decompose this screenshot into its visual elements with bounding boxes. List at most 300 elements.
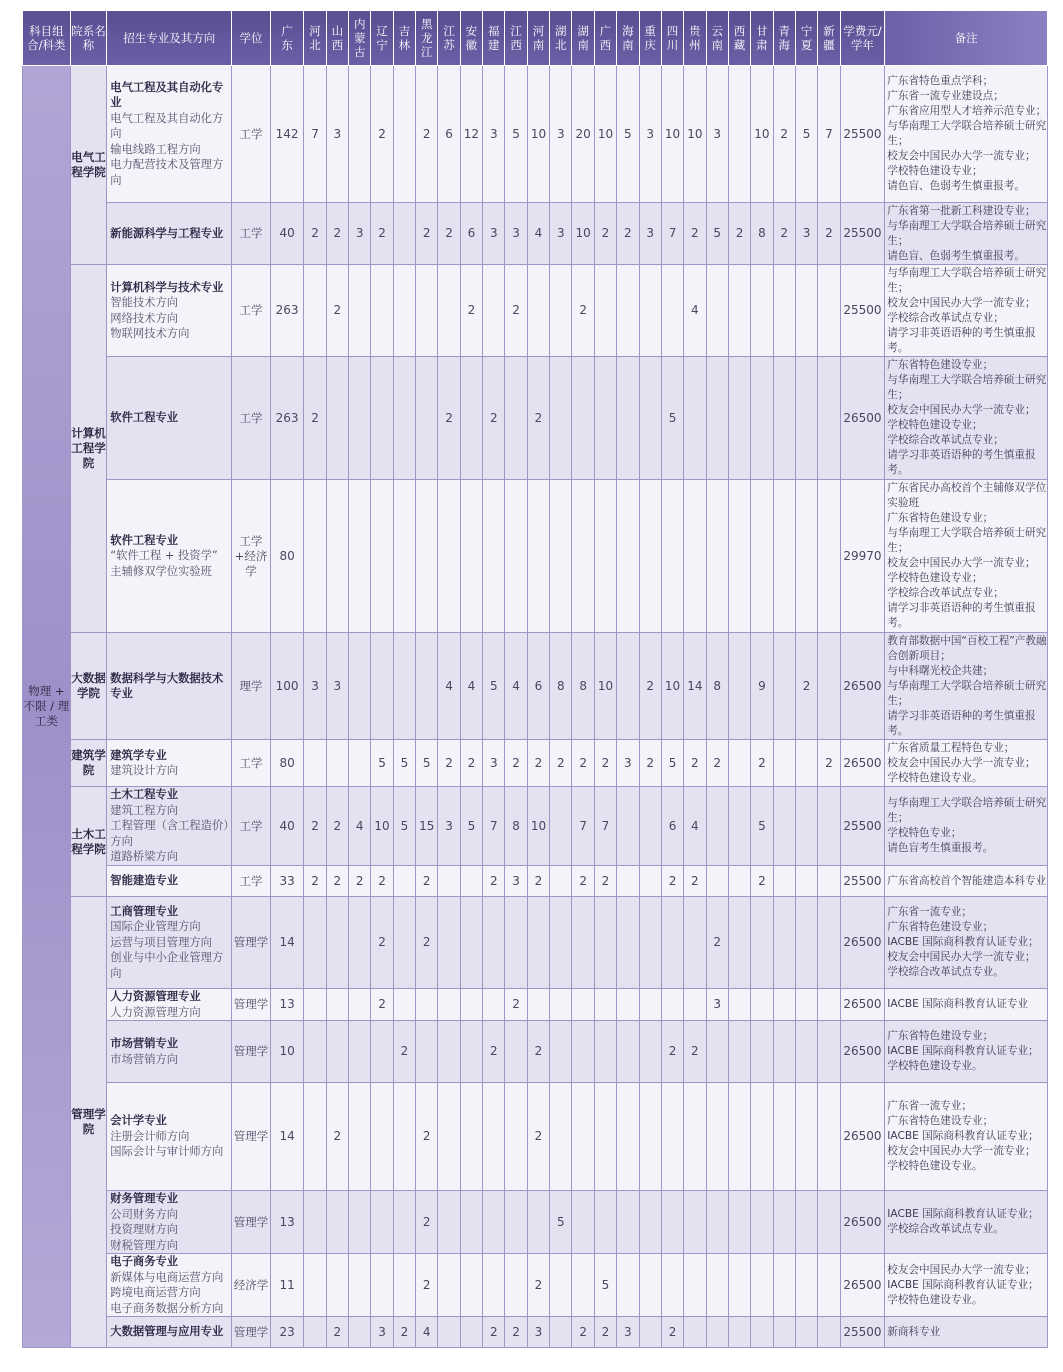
quota-cell <box>706 1317 728 1348</box>
quota-cell: 263 <box>270 265 304 357</box>
quota-cell: 40 <box>270 787 304 866</box>
fee-cell: 26500 <box>840 633 885 740</box>
fee-cell: 25500 <box>840 66 885 203</box>
quota-cell <box>728 740 750 787</box>
note-line: 与华南理工大学联合培养硕士研究生； <box>887 374 1047 401</box>
quota-cell: 2 <box>527 1254 549 1317</box>
quota-cell <box>416 265 438 357</box>
quota-cell: 2 <box>639 633 661 740</box>
quota-cell: 2 <box>661 1021 683 1083</box>
quota-cell <box>572 480 594 633</box>
header-province-label: 海南 <box>622 24 634 52</box>
quota-cell <box>706 1021 728 1083</box>
quota-cell <box>818 265 840 357</box>
quota-cell: 2 <box>684 866 706 897</box>
quota-cell <box>706 265 728 357</box>
quota-cell <box>594 1021 616 1083</box>
quota-cell: 4 <box>527 203 549 265</box>
quota-cell: 15 <box>416 787 438 866</box>
quota-cell <box>661 1254 683 1317</box>
quota-cell <box>706 866 728 897</box>
quota-cell: 3 <box>371 1317 393 1348</box>
note-cell <box>885 1083 1048 1191</box>
quota-cell: 2 <box>661 1317 683 1348</box>
quota-cell <box>550 866 572 897</box>
note-line: 广东省特色重点学科； <box>887 75 994 87</box>
quota-cell <box>728 1191 750 1254</box>
major-cell <box>107 866 232 897</box>
quota-cell: 80 <box>270 740 304 787</box>
quota-cell <box>706 1254 728 1317</box>
quota-cell <box>684 989 706 1021</box>
quota-cell <box>639 1254 661 1317</box>
table-row <box>23 265 1048 357</box>
quota-cell <box>818 1021 840 1083</box>
quota-cell <box>438 1254 460 1317</box>
header-province <box>795 11 817 66</box>
quota-cell: 2 <box>326 787 348 866</box>
note-cell <box>885 1254 1048 1317</box>
quota-cell: 2 <box>505 1317 527 1348</box>
major-name: 电气工程及其自动化专业 <box>110 80 224 110</box>
quota-cell <box>326 1254 348 1317</box>
quota-cell: 3 <box>505 866 527 897</box>
quota-cell: 14 <box>270 1083 304 1191</box>
quota-cell: 2 <box>773 203 795 265</box>
quota-cell <box>550 1254 572 1317</box>
header-province <box>684 11 706 66</box>
header-province-label: 安徽 <box>465 24 478 52</box>
major-name: 软件工程专业 <box>110 533 179 547</box>
degree-cell: 管理学 <box>232 1021 271 1083</box>
quota-cell: 2 <box>416 1254 438 1317</box>
quota-cell: 2 <box>326 1317 348 1348</box>
quota-cell <box>594 1191 616 1254</box>
quota-cell <box>326 1191 348 1254</box>
quota-cell: 4 <box>438 633 460 740</box>
quota-cell <box>438 265 460 357</box>
quota-cell <box>527 265 549 357</box>
major-cell <box>107 633 232 740</box>
quota-cell <box>460 1021 482 1083</box>
fee-cell: 26500 <box>840 740 885 787</box>
quota-cell: 3 <box>527 1317 549 1348</box>
header-province-label: 云南 <box>711 24 723 52</box>
note-line: 与华南理工大学联合培养硕士研究生； <box>887 266 1047 294</box>
header-degree <box>232 11 271 66</box>
quota-cell <box>483 897 505 989</box>
quota-cell <box>349 1254 371 1317</box>
major-cell <box>107 357 232 480</box>
note-cell <box>885 787 1048 866</box>
department-cell: 土木工程学院 <box>70 787 107 897</box>
major-direction: 智能技术方向 <box>110 296 179 309</box>
quota-cell <box>617 866 639 897</box>
quota-cell <box>795 1317 817 1348</box>
quota-cell <box>795 480 817 633</box>
header-province-label: 西藏 <box>733 24 746 52</box>
header-province-label: 福建 <box>488 24 500 52</box>
quota-cell <box>349 897 371 989</box>
quota-cell <box>483 480 505 633</box>
quota-cell <box>639 1083 661 1191</box>
major-cell <box>107 1021 232 1083</box>
quota-cell: 2 <box>818 740 840 787</box>
quota-cell <box>751 357 773 480</box>
quota-cell: 4 <box>684 265 706 357</box>
major-direction: 电气工程及其自动化方向 <box>110 111 224 141</box>
quota-cell: 7 <box>483 787 505 866</box>
quota-cell: 3 <box>706 989 728 1021</box>
major-direction: 公司财务方向 <box>110 1207 179 1221</box>
header-province-label: 黑龙江 <box>420 17 433 59</box>
quota-cell: 5 <box>617 66 639 203</box>
quota-cell <box>416 1021 438 1083</box>
quota-cell: 3 <box>639 203 661 265</box>
quota-cell: 100 <box>270 633 304 740</box>
header-province-label: 湖南 <box>577 24 589 52</box>
quota-cell: 2 <box>460 740 482 787</box>
quota-cell: 6 <box>661 787 683 866</box>
quota-cell: 2 <box>572 265 594 357</box>
quota-cell: 2 <box>416 203 438 265</box>
header-province <box>483 11 505 66</box>
header-province-label: 江西 <box>510 24 522 52</box>
quota-cell: 3 <box>438 787 460 866</box>
quota-cell: 4 <box>416 1317 438 1348</box>
quota-cell: 5 <box>393 787 415 866</box>
quota-cell <box>304 1021 326 1083</box>
header-fee <box>840 11 885 66</box>
quota-cell <box>773 1254 795 1317</box>
header-province <box>594 11 616 66</box>
quota-cell <box>438 1317 460 1348</box>
header-province <box>706 11 728 66</box>
quota-cell: 5 <box>371 740 393 787</box>
quota-cell <box>304 1083 326 1191</box>
quota-cell <box>728 787 750 866</box>
header-province-label: 重庆 <box>644 24 656 52</box>
note-line: IACBE 国际商科教育认证专业； <box>887 936 1039 948</box>
degree-cell: 工学 <box>232 740 271 787</box>
quota-cell <box>639 1191 661 1254</box>
header-province <box>550 11 572 66</box>
table-row <box>23 1254 1048 1317</box>
header-province-label: 青海 <box>778 24 790 52</box>
quota-cell <box>304 989 326 1021</box>
quota-cell <box>483 1254 505 1317</box>
quota-cell <box>594 897 616 989</box>
quota-cell <box>617 480 639 633</box>
note-line: 广东省特色建设专业； <box>887 512 994 524</box>
quota-cell <box>371 480 393 633</box>
quota-cell: 2 <box>483 357 505 480</box>
quota-cell <box>594 1083 616 1191</box>
quota-cell <box>304 897 326 989</box>
header-province-label: 宁夏 <box>800 24 813 52</box>
quota-cell: 5 <box>706 203 728 265</box>
quota-cell <box>773 633 795 740</box>
fee-cell: 26500 <box>840 1254 885 1317</box>
quota-cell: 4 <box>684 787 706 866</box>
fee-cell: 25500 <box>840 265 885 357</box>
quota-cell <box>572 1254 594 1317</box>
fee-cell: 26500 <box>840 1083 885 1191</box>
quota-cell: 3 <box>617 1317 639 1348</box>
quota-cell <box>728 866 750 897</box>
quota-cell: 142 <box>270 66 304 203</box>
quota-cell: 2 <box>371 203 393 265</box>
quota-cell <box>773 787 795 866</box>
note-line: 学校综合改革试点专业。 <box>887 966 1004 978</box>
quota-cell: 2 <box>572 1317 594 1348</box>
quota-cell: 3 <box>639 66 661 203</box>
major-cell <box>107 265 232 357</box>
quota-cell <box>773 897 795 989</box>
degree-cell: 工学 <box>232 203 271 265</box>
quota-cell <box>684 357 706 480</box>
quota-cell: 2 <box>639 740 661 787</box>
quota-cell: 4 <box>460 633 482 740</box>
quota-cell <box>505 1254 527 1317</box>
note-line: 广东省特色建设专业； <box>887 1115 994 1127</box>
table-row <box>23 480 1048 633</box>
header-province <box>393 11 415 66</box>
degree-cell: 经济学 <box>232 1254 271 1317</box>
major-name: 软件工程专业 <box>110 411 179 425</box>
quota-cell: 10 <box>594 633 616 740</box>
quota-cell: 2 <box>684 740 706 787</box>
quota-cell: 10 <box>751 66 773 203</box>
note-line: 广东省应用型人才培养示范专业； <box>887 105 1047 117</box>
quota-cell: 5 <box>661 357 683 480</box>
quota-cell <box>438 897 460 989</box>
quota-cell <box>751 1254 773 1317</box>
quota-cell <box>460 989 482 1021</box>
quota-cell <box>728 897 750 989</box>
quota-cell: 5 <box>751 787 773 866</box>
quota-cell <box>460 1317 482 1348</box>
quota-cell <box>393 66 415 203</box>
quota-cell: 2 <box>416 897 438 989</box>
quota-cell: 5 <box>393 740 415 787</box>
quota-cell <box>818 357 840 480</box>
quota-cell <box>773 357 795 480</box>
header-province-label: 新疆 <box>823 24 835 52</box>
major-direction: 工程管理（含工程造价）方向 <box>110 819 229 848</box>
header-major <box>107 11 232 66</box>
quota-cell <box>393 1254 415 1317</box>
quota-cell <box>795 1191 817 1254</box>
fee-cell: 26500 <box>840 357 885 480</box>
quota-cell: 2 <box>527 1021 549 1083</box>
quota-cell <box>773 265 795 357</box>
quota-cell: 7 <box>304 66 326 203</box>
quota-cell: 8 <box>550 633 572 740</box>
quota-cell: 7 <box>572 787 594 866</box>
quota-cell: 3 <box>326 633 348 740</box>
fee-cell: 25500 <box>840 787 885 866</box>
quota-cell: 10 <box>371 787 393 866</box>
quota-cell <box>304 1191 326 1254</box>
quota-cell <box>818 1191 840 1254</box>
quota-cell <box>818 897 840 989</box>
quota-cell <box>460 1254 482 1317</box>
quota-cell <box>572 1021 594 1083</box>
header-province <box>349 11 371 66</box>
quota-cell <box>349 1083 371 1191</box>
major-direction: 输电线路工程方向 <box>110 142 201 156</box>
quota-cell <box>795 265 817 357</box>
quota-cell <box>773 989 795 1021</box>
quota-cell <box>550 1317 572 1348</box>
degree-cell: 管理学 <box>232 897 271 989</box>
note-cell <box>885 1021 1048 1083</box>
quota-cell <box>773 1083 795 1191</box>
degree-cell: 工学 <box>232 787 271 866</box>
note-line: IACBE 国际商科教育认证专业； <box>887 1278 1039 1291</box>
note-line: 校友会中国民办大学一流专业； <box>887 951 1036 963</box>
note-line: 广东省高校首个智能建造本科专业 <box>887 874 1047 887</box>
quota-cell: 10 <box>527 66 549 203</box>
quota-cell <box>572 897 594 989</box>
quota-cell <box>706 787 728 866</box>
note-line: 教育部数据中国“百校工程”产教融合创新项目； <box>887 634 1047 662</box>
quota-cell: 2 <box>393 1317 415 1348</box>
quota-cell <box>818 787 840 866</box>
quota-cell: 3 <box>617 740 639 787</box>
quota-cell <box>483 1083 505 1191</box>
header-row <box>23 11 1048 66</box>
quota-cell <box>773 866 795 897</box>
quota-cell <box>572 1083 594 1191</box>
header-province <box>617 11 639 66</box>
fee-cell: 29970 <box>840 480 885 633</box>
quota-cell <box>371 265 393 357</box>
department-cell: 大数据学院 <box>70 633 107 740</box>
note-line: 与华南理工大学联合培养硕士研究生； <box>887 120 1047 147</box>
quota-cell: 2 <box>505 989 527 1021</box>
quota-cell: 2 <box>460 265 482 357</box>
quota-cell: 9 <box>751 633 773 740</box>
quota-cell: 2 <box>527 740 549 787</box>
quota-cell: 10 <box>661 633 683 740</box>
quota-cell: 5 <box>661 740 683 787</box>
header-province-label: 内蒙古 <box>353 17 366 59</box>
note-line: 学校综合改革试点专业； <box>887 434 1004 446</box>
quota-cell <box>617 1254 639 1317</box>
table-row <box>23 787 1048 866</box>
quota-cell <box>326 1021 348 1083</box>
major-direction: 市场营销方向 <box>110 1052 179 1066</box>
quota-cell <box>594 357 616 480</box>
quota-cell <box>661 1191 683 1254</box>
major-cell <box>107 1083 232 1191</box>
quota-cell: 8 <box>751 203 773 265</box>
quota-cell: 2 <box>818 203 840 265</box>
quota-cell <box>639 480 661 633</box>
note-cell <box>885 897 1048 989</box>
quota-cell: 2 <box>684 203 706 265</box>
quota-cell: 6 <box>460 203 482 265</box>
major-cell <box>107 787 232 866</box>
quota-cell <box>661 1083 683 1191</box>
major-direction: 国际企业管理方向 <box>110 920 201 934</box>
quota-cell: 2 <box>438 203 460 265</box>
header-province-label: 江苏 <box>443 24 455 52</box>
quota-cell: 2 <box>326 203 348 265</box>
header-province <box>304 11 326 66</box>
quota-cell: 3 <box>550 203 572 265</box>
header-dept <box>70 11 107 66</box>
quota-cell <box>349 66 371 203</box>
major-name: 电子商务专业 <box>110 1255 179 1268</box>
note-line: 校友会中国民办大学一流专业； <box>887 1263 1036 1276</box>
fee-cell: 26500 <box>840 897 885 989</box>
quota-cell: 2 <box>684 1021 706 1083</box>
quota-cell <box>751 989 773 1021</box>
quota-cell <box>751 480 773 633</box>
quota-cell <box>818 1083 840 1191</box>
quota-cell: 5 <box>594 1254 616 1317</box>
header-note <box>885 11 1048 66</box>
quota-cell <box>393 1191 415 1254</box>
quota-cell <box>416 357 438 480</box>
quota-cell: 2 <box>371 66 393 203</box>
quota-cell: 2 <box>505 740 527 787</box>
table-row <box>23 740 1048 787</box>
quota-cell: 2 <box>527 357 549 480</box>
header-province-label: 甘肃 <box>756 24 768 52</box>
note-line: 与华南理工大学联合培养硕士研究生； <box>887 527 1047 554</box>
note-line: 请学习非英语语种的考生慎重报考。 <box>887 326 1036 354</box>
major-direction: 物联网技术方向 <box>110 327 190 340</box>
major-direction: 电子商务数据分析方向 <box>110 1301 224 1315</box>
quota-cell <box>728 1317 750 1348</box>
major-name: 新能源科学与工程专业 <box>110 226 224 240</box>
major-name: 数据科学与大数据技术专业 <box>110 671 224 700</box>
major-direction: 注册会计师方向 <box>110 1129 190 1143</box>
quota-cell: 2 <box>483 1317 505 1348</box>
quota-cell: 10 <box>684 66 706 203</box>
note-line: IACBE 国际商科教育认证专业 <box>887 998 1029 1010</box>
quota-cell <box>483 265 505 357</box>
quota-cell <box>371 357 393 480</box>
note-line: 请色盲、色弱考生慎重报考。 <box>887 180 1025 192</box>
quota-cell <box>639 357 661 480</box>
quota-cell <box>460 866 482 897</box>
header-province-label: 贵州 <box>689 24 701 52</box>
quota-cell: 13 <box>270 989 304 1021</box>
table-row <box>23 66 1048 203</box>
note-line: 请色盲、色弱考生慎重报考。 <box>887 249 1025 262</box>
fee-cell: 25500 <box>840 866 885 897</box>
quota-cell <box>393 866 415 897</box>
header-province-label: 河南 <box>532 24 545 52</box>
quota-cell <box>349 740 371 787</box>
major-name: 大数据管理与应用专业 <box>110 1325 224 1339</box>
fee-cell: 25500 <box>840 1317 885 1348</box>
quota-cell <box>304 1317 326 1348</box>
quota-cell <box>483 1191 505 1254</box>
quota-cell <box>795 740 817 787</box>
major-direction: 跨境电商运营方向 <box>110 1286 201 1299</box>
major-name: 建筑学专业 <box>110 748 167 762</box>
quota-cell <box>393 897 415 989</box>
quota-cell: 2 <box>751 866 773 897</box>
quota-cell: 2 <box>594 1317 616 1348</box>
enrollment-plan-table-wrapper <box>22 10 1048 1358</box>
